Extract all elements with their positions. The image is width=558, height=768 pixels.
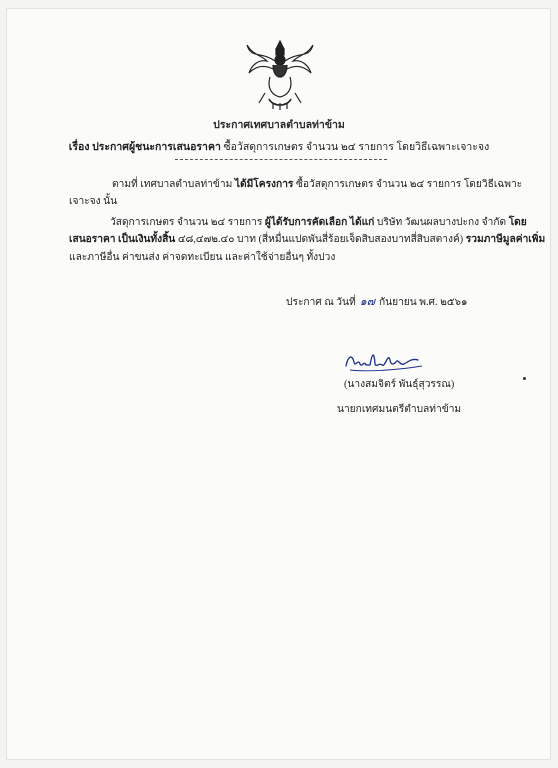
p2-text-bold: ผู้ได้รับการคัดเลือก ได้แก่ bbox=[264, 217, 375, 228]
p2-text-d: โดย bbox=[508, 217, 527, 228]
p1-text-c: ซื้อวัสดุการเกษตร จำนวน ๒๔ รายการ โดยวิธีเฉพาะ bbox=[293, 179, 523, 190]
separator-line bbox=[175, 159, 387, 160]
p2-text-a: วัสดุการเกษตร จำนวน ๒๔ รายการ bbox=[110, 217, 265, 228]
garuda-emblem-icon bbox=[243, 37, 317, 111]
handwritten-signature bbox=[338, 346, 428, 374]
paragraph-2-line-3: และภาษีอื่น ค่าขนส่ง ค่าจดทะเบียน และค่าใช้จ่ายอื่นๆ ทั้งปวง bbox=[69, 252, 336, 263]
paragraph-1-line-2: เจาะจง นั้น bbox=[69, 196, 118, 207]
signer-name: (นางสมจิตร์ พันธุ์สุวรรณ) bbox=[344, 379, 455, 390]
p2-line2-amount: ๔๘,๔๗๒.๔๐ บาท (สี่หมื่นแปดพันสี่ร้อยเจ็ดสิบสองบาทสี่สิบสตางค์) bbox=[175, 234, 466, 245]
document-title: ประกาศเทศบาลตำบลท่าข้าม bbox=[213, 120, 345, 131]
scan-speck bbox=[523, 377, 526, 380]
p1-text-bold: ได้มีโครงการ bbox=[234, 179, 294, 190]
p1-text-a: ตามที่ เทศบาลตำบลท่าข้าม bbox=[112, 179, 235, 190]
date-prefix: ประกาศ ณ วันที่ bbox=[286, 297, 356, 308]
signer-position: นายกเทศมนตรีตำบลท่าข้าม bbox=[337, 404, 462, 415]
paragraph-2-line-2 bbox=[69, 231, 545, 248]
p2-line2-a: เสนอราคา เป็นเงินทั้งสิ้น bbox=[69, 234, 176, 245]
paragraph-1-line-1 bbox=[112, 176, 522, 193]
date-day-handwritten: ๑๗ bbox=[359, 295, 375, 308]
subject-text: ซื้อวัสดุการเกษตร จำนวน ๒๔ รายการ โดยวิธีเฉพาะเจาะจง bbox=[223, 142, 490, 153]
p2-text-c: บริษัท วัฒนผลบางปะกง จำกัด bbox=[374, 217, 509, 228]
p2-line2-c: รวมภาษีมูลค่าเพิ่ม bbox=[465, 234, 546, 245]
subject-lead: เรื่อง ประกาศผู้ชนะการเสนอราคา bbox=[68, 142, 221, 153]
document-subject bbox=[0, 138, 558, 155]
date-month-year: กันยายน พ.ศ. ๒๕๖๑ bbox=[378, 297, 468, 308]
paragraph-2-line-1 bbox=[110, 214, 527, 231]
announcement-date bbox=[286, 292, 467, 310]
